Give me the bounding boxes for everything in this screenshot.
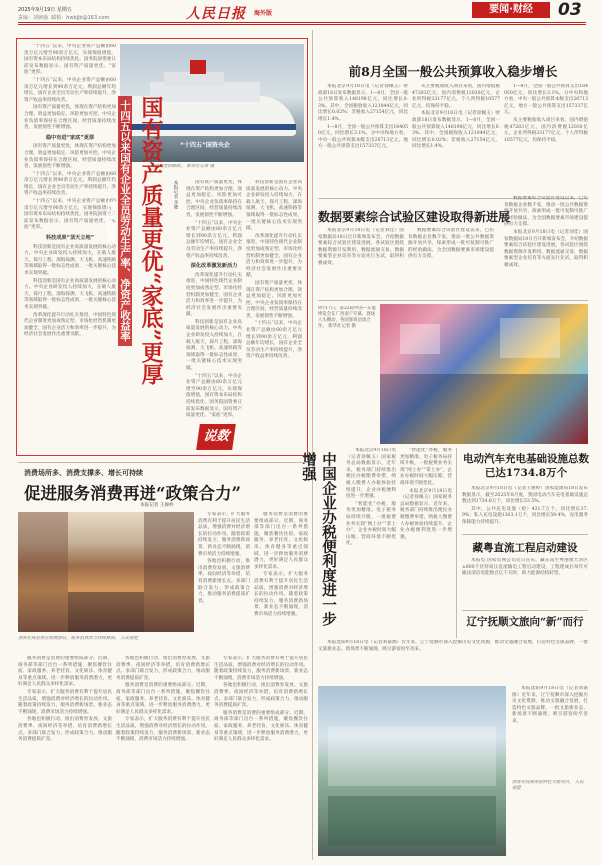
issue-date: 2025年9月19日 星期五 bbox=[18, 7, 72, 13]
ship-funnel-shape bbox=[190, 60, 206, 74]
culture-caption: 游客在抚顺体验特色文旅项目。 人民视觉 bbox=[512, 780, 584, 791]
consume-p1: 服务消费是消费的重要组成部分。近期，商务部等部门出台一系列措施，聚焦餐饮住宿、家政服务、养老托育、文化娱乐、体育健身等重点领域，进一步释放服务消费潜力，更好满足人民群众多样化需求。 bbox=[18, 656, 112, 688]
lead-c3-p4: 科技创新是国有企业高质量发展的核心动力。中央企业研发投入持续加大，在载人航天、探月工程、深海探测、大飞机、高速铁路等领域取得一批标志性成果，一批关键核心技术实现突破。 bbox=[186, 319, 242, 372]
lead-p2b: 国有资产质量更优，体现在资产结构更加合理、效益更加稳定、风险更加可控。中央企业负债率保持在合理区间，经营质量持续改善，发展韧性不断增强。 bbox=[24, 144, 116, 170]
lead-intro: “十四五”以来，中央企业资产总额由60余万亿元增至90余万亿元，实现保值增值，国有资本布局结构持续优化。国务院国资委日前发布数据显示，国有资产质量更优、“家底”更厚。 bbox=[24, 44, 116, 76]
lead-kicker: 十四五以来国有企业全员劳动生产率、净资产收益率持续改善 bbox=[118, 96, 132, 346]
consume-col3 bbox=[214, 656, 308, 856]
lead-sub1: 稳中有进“家底”更厚 bbox=[45, 134, 95, 141]
consume-kicker: 消费场所多、消费支撑多、增长可持续 bbox=[24, 469, 143, 477]
editor-info bbox=[18, 14, 109, 21]
data-headline: 数据要素综合试验区建设取得新进展 bbox=[318, 210, 511, 224]
lead-p2: 国有资产质量更优，体现在资产结构更加合理、效益更加稳定、风险更加可控。中央企业负债率保持在合理区间，经营质量持续改善，发展韧性不断增强。 bbox=[24, 105, 116, 131]
ship-bridge-shape bbox=[164, 72, 224, 86]
lead-sub2: 科技成果“顶天立地” bbox=[45, 235, 95, 242]
lead-c3-p5: “十四五”以来，中央企业资产总额由60余万亿元增至90余万亿元，实现保值增值，国有资本布局结构持续优化。国务院国资委日前发布数据显示，国有资产质量更优、“家底”更厚。 bbox=[186, 373, 242, 419]
consume-byline-name: 王俊岭 bbox=[159, 503, 174, 508]
consume-byline bbox=[140, 502, 174, 508]
consume-r2-p2: 专家表示，扩大服务消费有利于提升居民生活品质，增强消费对经济增长的拉动作用。随着政策持续发力，服务消费新场景、新业态不断涌现，消费市场活力持续增强。 bbox=[254, 572, 308, 617]
tables-shape bbox=[328, 796, 496, 846]
budget-p3: 从主要税收收入项目来看，国内增值税47283亿元，国内消费税12030亿元，企业所得税33177亿元，个人所得税10577亿元，均保持平稳。 bbox=[412, 84, 500, 109]
grid-body bbox=[462, 558, 588, 608]
stall-shape-2 bbox=[500, 318, 560, 358]
consume-col1 bbox=[18, 656, 112, 856]
consume-p3: 各地也积极行动，推出消费券发放、文旅消费季、夜间经济等举措，培育消费新增长点。多部门联合发力，形成政策合力，推动服务消费提质扩容。 bbox=[18, 717, 112, 743]
culture-side bbox=[512, 686, 588, 776]
lead-byline bbox=[172, 180, 178, 240]
budget-p3b: 从主要税收收入项目来看，国内增值税47283亿元，国内消费税12030亿元，企业所得税33177亿元，个人所得税10577亿元，均保持平稳。 bbox=[504, 117, 588, 143]
trade-col2 bbox=[400, 448, 452, 638]
lead-p1b: “十四五”以来，中央企业资产总额由60余万亿元增长到90余万亿元，利润总额年均增长，国有企业全员劳动生产率持续提升，净资产收益率持续改善。 bbox=[24, 171, 116, 197]
masthead-logo: 人民日报 bbox=[186, 6, 246, 22]
lead-c3-p2: “十四五”以来，中央企业资产总额由60余万亿元增长到90余万亿元，利润总额年均增长，国有企业全员劳动生产率持续提升，净资产收益率持续改善。 bbox=[186, 220, 242, 259]
expo-photo bbox=[380, 304, 588, 444]
lead-p3b: 科技创新是国有企业高质量发展的核心动力。中央企业研发投入持续加大，在载人航天、探月工程、深海探测、大飞机、高速铁路等领域取得一批标志性成果，一批关键核心技术实现突破。 bbox=[24, 278, 116, 310]
consume-p2c: 专家表示，扩大服务消费有利于提升居民生活品质，增强消费对经济增长的拉动作用。随着政策持续发力，服务消费新场景、新业态不断涌现，消费市场活力持续增强。 bbox=[214, 656, 308, 681]
consume-p1b: 服务消费是消费的重要组成部分。近期，商务部等部门出台一系列措施，聚焦餐饮住宿、家政服务、养老托育、文化娱乐、体育健身等重点领域，进一步释放服务消费潜力，更好满足人民群众多样化需求。 bbox=[116, 683, 210, 715]
ev-p2: 其中，公共充电设施（枪）431.7万个，同比增长37.9%；私人充电设施1303.1万个，同比增长59.4%，充电服务保障能力持续提升。 bbox=[462, 506, 588, 525]
data-p2b: 数据要素综合试验区建设以来，已培育数据企业数千家，推动一批公共数据资源开放共享，探索形成一批可复制可推广的经验做法，为全国数据要素市场建设提供有力支撑。 bbox=[504, 196, 588, 228]
budget-col2 bbox=[412, 84, 500, 194]
lead-photo-caption: 央企建造的邮轮。 新华社记者 摄 bbox=[150, 164, 215, 169]
lead-p4: 改革深化提升行动扎实推进，中国特色现代企业制度更加成熟定型，市场化经营机制更加健全，国有企业活力和效率进一步提升，为经济社会发展作出重要贡献。 bbox=[24, 312, 116, 338]
culture-headline: 辽宁抚顺文旅向“新”而行 bbox=[466, 616, 584, 628]
lead-p1: “十四五”以来，中央企业资产总额由60余万亿元增长到90余万亿元，利润总额年均增长，国有企业全员劳动生产率持续提升，净资产收益率持续改善。 bbox=[24, 77, 116, 103]
masthead-edition: 海外版 bbox=[254, 10, 273, 17]
crowd-overlay bbox=[380, 374, 588, 444]
culture-side-p: 本报沈阳9月18日电（记者刘嘉源）近年来，辽宁抚顺市深入挖掘历史文化资源，推动文旅融合发展，打造特色文旅品牌，一批文旅新业态、新场景不断涌现，吸引游客纷至沓来。 bbox=[512, 686, 588, 724]
header-rule-thin bbox=[18, 24, 586, 25]
consume-photo-caption: 游客在商业街区购物游玩，服务消费活力持续释放。 人民视觉 bbox=[18, 636, 138, 641]
crowd-shape bbox=[68, 592, 144, 632]
lead-c3-p1: 国有资产质量更优，体现在资产结构更加合理、效益更加稳定、风险更加可控。中央企业负债率保持在合理区间，经营质量持续改善，发展韧性不断增强。 bbox=[186, 180, 242, 218]
lead-c4-p3: 国有资产质量更优，体现在资产结构更加合理、效益更加稳定、风险更加可控。中央企业负债率保持在合理区间，经营质量持续改善，发展韧性不断增强。 bbox=[246, 280, 302, 319]
budget-p2b: 1—8月，全国一般公共预算支出184050亿元，同比增长3.1%。分中央和地方看，中央一般公共预算本级支出26713亿元，地方一般公共预算支出157337亿元。 bbox=[504, 84, 588, 116]
trade-col1 bbox=[346, 448, 396, 638]
lead-story-col1 bbox=[24, 44, 116, 449]
budget-p1: 本报北京9月18日电（记者徐佩玉）财政部18日发布数据显示，1—8月，全国一般公共预算收入148198亿元，同比增长0.3%。其中，全国税收收入121044亿元，同比增长0.02%；非税收入27154亿元，同比增长1.4%。 bbox=[318, 84, 408, 122]
rule-ev bbox=[462, 534, 588, 535]
section-tab: 要闻·财经 bbox=[472, 2, 550, 18]
ev-headline: 电动汽车充电基础设施总数已达1734.8万个 bbox=[463, 453, 589, 479]
consume-p3c: 各地也积极行动，推出消费券发放、文旅消费季、夜间经济等举措，培育消费新增长点。多部门联合发力，形成政策合力，推动服务消费提质扩容。 bbox=[214, 683, 308, 709]
consume-col2 bbox=[116, 656, 210, 856]
lead-c4-p4: “十四五”以来，中央企业资产总额由60余万亿元增长到90余万亿元，利润总额年均增长，国有企业全员劳动生产率持续提升，净资产收益率持续改善。 bbox=[246, 321, 302, 360]
lead-p3: 科技创新是国有企业高质量发展的核心动力。中央企业研发投入持续加大，在载人航天、探月工程、深海探测、大飞机、高速铁路等领域取得一批标志性成果，一批关键核心技术实现突破。 bbox=[24, 244, 116, 276]
lead-story-col3 bbox=[186, 180, 242, 450]
rule-grid bbox=[462, 610, 588, 611]
data-col3 bbox=[504, 196, 588, 298]
consume-col-right2 bbox=[254, 512, 308, 652]
editor-name: 责编：刘婉瑜 bbox=[18, 15, 49, 21]
consume-p2: 专家表示，扩大服务消费有利于提升居民生活品质，增强消费对经济增长的拉动作用。随着政策持续发力，服务消费新场景、新业态不断涌现，消费市场活力持续增强。 bbox=[18, 689, 112, 715]
budget-col3 bbox=[504, 84, 588, 194]
lead-intro-b: “十四五”以来，中央企业资产总额由60余万亿元增至90余万亿元，实现保值增值，国有资本布局结构持续优化。国务院国资委日前发布数据显示，国有资产质量更优、“家底”更厚。 bbox=[24, 199, 116, 231]
consume-p2b: 专家表示，扩大服务消费有利于提升居民生活品质，增强消费对经济增长的拉动作用。随着政策持续发力，服务消费新场景、新业态不断涌现，消费市场活力持续增强。 bbox=[116, 717, 210, 743]
lead-c4-p1: 科技创新是国有企业高质量发展的核心动力。中央企业研发投入持续加大，在载人航天、探月工程、深海探测、大飞机、高速铁路等领域取得一批标志性成果，一批关键核心技术实现突破。 bbox=[246, 180, 302, 232]
budget-col1 bbox=[318, 84, 408, 194]
page-number: 03 bbox=[558, 0, 582, 20]
stall-shape-1 bbox=[400, 324, 440, 354]
consume-r1-p2: 各地也积极行动，推出消费券发放、文旅消费季、夜间经济等举措，培育消费新增长点。多部门联合发力，形成政策合力，推动服务消费提质扩容。 bbox=[198, 559, 250, 604]
trade-p1: 本报北京9月18日电（记者徐佩玉）国家税务总局数据显示，近年来，税务部门持续推出便民办税缴费举措，纳税人缴费人办税体验持续提升，企业办税便利度进一步增强。 bbox=[346, 448, 396, 500]
lead-sub3: 深化改革激发新活力 bbox=[190, 263, 238, 270]
shopping-street-photo bbox=[18, 512, 194, 632]
consume-col-right1 bbox=[198, 512, 250, 652]
grid-headline: 藏粤直流工程启动建设 bbox=[472, 542, 578, 554]
lead-byline-role: 本报记者 bbox=[173, 180, 178, 199]
ev-p1: 本报北京9月18日电（记者王俊岭）国家能源局18日发布数据显示，截至2025年8月底，我国电动汽车充电基础设施总数达到1734.8万个，同比增长53.5%。 bbox=[462, 486, 588, 505]
trade-headline: 中国企业办税便利度进一步增强 bbox=[300, 452, 337, 626]
lead-c4-p2: 改革深化提升行动扎实推进，中国特色现代企业制度更加成熟定型，市场化经营机制更加健全，国有企业活力和效率进一步提升，为经济社会发展作出重要贡献。 bbox=[246, 233, 302, 279]
ev-body bbox=[462, 486, 588, 530]
column-divider bbox=[312, 30, 313, 860]
consume-p1c: 服务消费是消费的重要组成部分。近期，商务部等部门出台一系列措施，聚焦餐饮住宿、家政服务、养老托育、文化娱乐、体育健身等重点领域，进一步释放服务消费潜力，更好满足人民群众多样化需求。 bbox=[214, 710, 308, 743]
data-p2: 数据要素综合试验区建设以来，已培育数据企业数千家，推动一批公共数据资源开放共享，探索形成一批可复制可推广的经验做法，为全国数据要素市场建设提供有力支撑。 bbox=[408, 228, 494, 260]
trade-p1b: 本报北京9月18日电（记者徐佩玉）国家税务总局数据显示，近年来，税务部门持续推出便民办税缴费举措，纳税人缴费人办税体验持续提升，企业办税便利度进一步增强。 bbox=[400, 488, 452, 540]
building-right bbox=[144, 512, 194, 632]
consume-r1-p1: 专家表示，扩大服务消费有利于提升居民生活品质，增强消费对经济增长的拉动作用。随着政策持续发力，服务消费新场景、新业态不断涌现，消费市场活力持续增强。 bbox=[198, 512, 250, 557]
header-rule bbox=[18, 22, 586, 23]
consume-p3b: 各地也积极行动，推出消费券发放、文旅消费季、夜间经济等举措，培育消费新增长点。多部门联合发力，形成政策合力，推动服务消费提质扩容。 bbox=[116, 656, 210, 681]
lead-c3-p3: 改革深化提升行动扎实推进，中国特色现代企业制度更加成熟定型，市场化经营机制更加健全，国有企业活力和效率进一步提升，为经济社会发展作出重要贡献。 bbox=[186, 272, 242, 318]
photo-overlay-text: “十四五”国资央企 bbox=[180, 142, 230, 149]
data-p1: 本报北京9月18日电（记者刘佳）国家数据局18日召开新闻发布会，介绍数据要素综合试验区建设进展。各试验区围绕数据资源开发利用、数据流通交易、数据要素型企业培育等方面先行先试，取得积极成效。 bbox=[318, 228, 404, 266]
editor-email: 邮箱：hwbjjb@163.com bbox=[51, 15, 110, 21]
hall-shape bbox=[328, 726, 496, 786]
building-left bbox=[18, 512, 68, 632]
consume-byline-role: 本报记者 bbox=[140, 503, 159, 508]
data-col1 bbox=[318, 228, 404, 298]
trade-p2b: “智能化”办税，服务更加精准。电子税务局持续升级，一批税费业务实现“网上办”“掌上办”，企业办税时间大幅压缩，营商环境不断优化。 bbox=[400, 448, 452, 486]
data-col2 bbox=[408, 228, 494, 298]
trade-photo-caption: 9月17日，第22届中国—东盟博览会在广西南宁开幕，现场人头攒动，各国客商洽谈合作。 新华社记者 摄 bbox=[318, 306, 376, 329]
rule-data bbox=[318, 300, 588, 301]
rule-consume bbox=[18, 462, 308, 463]
budget-headline: 前8月全国一般公共预算收入稳步增长 bbox=[348, 64, 558, 79]
culture-body bbox=[318, 640, 588, 680]
grid-p1: 本报电 国家电网公司近日宣布，藏东南至粤港澳大湾区±800千伏特高压直流输电工程启动建设，工程建成后每年可输送清洁电能数百亿千瓦时，助力能源结构转型。 bbox=[462, 558, 588, 577]
lead-story-col4 bbox=[246, 180, 302, 450]
culture-p1: 本报沈阳9月18日电（记者刘嘉源）近年来，辽宁抚顺市深入挖掘历史文化资源，推动文旅融合发展，打造特色文旅品牌，一批文旅新业态、新场景不断涌现，吸引游客纷至沓来。 bbox=[318, 640, 588, 652]
lead-headline: 国有资产质量更优“家底”更厚 bbox=[138, 96, 164, 386]
trade-p2: “智能化”办税，服务更加精准。电子税务局持续升级，一批税费业务实现“网上办”“掌上办”，企业办税时间大幅压缩，营商环境不断优化。 bbox=[346, 501, 396, 547]
data-p1b: 本报北京9月18日电（记者刘佳）国家数据局18日召开新闻发布会，介绍数据要素综合试验区建设进展。各试验区围绕数据资源开发利用、数据流通交易、数据要素型企业培育等方面先行先试，取得积极成效。 bbox=[504, 229, 588, 268]
lead-byline-name: 李婕 bbox=[173, 199, 178, 210]
budget-p2: 1—8月，全国一般公共预算支出184050亿元，同比增长3.1%。分中央和地方看，中央一般公共预算本级支出26713亿元，地方一般公共预算支出157337亿元。 bbox=[318, 124, 408, 150]
consume-headline: 促进服务消费再迸“政策合力” bbox=[24, 484, 241, 503]
budget-p1b: 本报北京9月18日电（记者徐佩玉）财政部18日发布数据显示，1—8月，全国一般公共预算收入148198亿元，同比增长0.3%。其中，全国税收收入121044亿元，同比增长0.02%；非税收入27154亿元，同比增长1.4%。 bbox=[412, 111, 500, 150]
culture-photo bbox=[318, 686, 506, 856]
consume-r2-p1: 服务消费是消费的重要组成部分。近期，商务部等部门出台一系列措施，聚焦餐饮住宿、家政服务、养老托育、文化娱乐、体育健身等重点领域，进一步释放服务消费潜力，更好满足人民群众多样化需求。 bbox=[254, 512, 308, 570]
rule-ev-vertical bbox=[456, 448, 457, 638]
shuoshu-badge: 说数 bbox=[196, 424, 236, 450]
